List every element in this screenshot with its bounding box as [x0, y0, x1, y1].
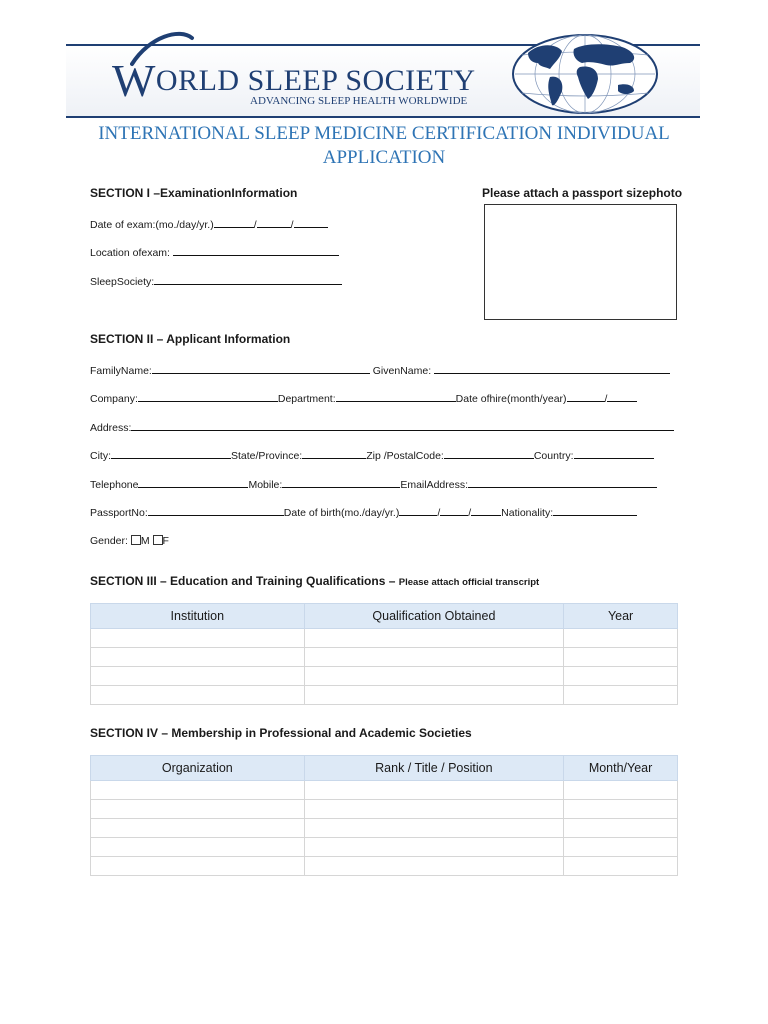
table-row	[91, 819, 678, 838]
education-table	[90, 603, 678, 705]
mobile-label: Mobile:	[248, 479, 283, 491]
table-cell[interactable]	[91, 648, 305, 667]
hire-year-field[interactable]	[607, 392, 637, 402]
column-header: Year	[564, 604, 678, 629]
nationality-label: Nationality:	[501, 507, 554, 519]
address-label: Address:	[90, 422, 132, 434]
exam-year-field[interactable]	[294, 218, 328, 228]
table-row	[91, 857, 678, 876]
city-row	[90, 449, 654, 462]
country-field[interactable]	[574, 449, 654, 459]
column-header: Qualification Obtained	[304, 604, 564, 629]
family-name-field[interactable]	[152, 364, 370, 374]
hire-date-label: Date ofhire(month/year)	[455, 393, 567, 405]
department-label: Department:	[277, 393, 336, 405]
table-cell[interactable]	[91, 819, 305, 838]
table-cell[interactable]	[304, 819, 563, 838]
table-cell[interactable]	[564, 857, 678, 876]
gender-label: Gender:	[90, 535, 128, 547]
exam-date-label: Date of exam:(mo./day/yr.)	[90, 219, 214, 231]
contact-row	[90, 478, 657, 491]
sleep-society-row	[90, 275, 342, 288]
passport-label: PassportNo:	[90, 507, 148, 519]
column-header: Rank / Title / Position	[304, 756, 563, 781]
city-label: City:	[90, 450, 111, 462]
sleep-society-field[interactable]	[154, 275, 342, 285]
dob-month-field[interactable]	[399, 506, 437, 516]
table-cell[interactable]	[304, 629, 564, 648]
exam-location-row	[90, 246, 339, 259]
membership-table	[90, 755, 678, 876]
table-cell[interactable]	[91, 838, 305, 857]
sleep-society-label: SleepSociety:	[90, 276, 155, 288]
transcript-note: Please attach official transcript	[398, 577, 540, 588]
table-cell[interactable]	[564, 781, 678, 800]
dob-year-field[interactable]	[471, 506, 501, 516]
table-cell[interactable]	[304, 686, 564, 705]
telephone-label: Telephone	[90, 479, 139, 491]
table-cell[interactable]	[564, 838, 678, 857]
table-row	[91, 629, 678, 648]
family-name-label: FamilyName:	[90, 365, 152, 377]
table-cell[interactable]	[304, 800, 563, 819]
table-header-row	[91, 756, 678, 781]
country-label: Country:	[533, 450, 574, 462]
table-cell[interactable]	[91, 629, 305, 648]
gender-m-label: M	[140, 535, 150, 547]
table-row	[91, 686, 678, 705]
exam-date-row: Date of exam:(mo./day/yr.) / /	[90, 218, 328, 231]
section-1-heading: SECTION I –ExaminationInformation	[90, 186, 298, 200]
zip-label: Zip /PostalCode:	[366, 450, 444, 462]
exam-location-field[interactable]	[173, 246, 339, 256]
exam-location-label: Location ofexam:	[90, 247, 170, 259]
photo-label: Please attach a passport sizephoto	[482, 186, 683, 200]
department-field[interactable]	[336, 392, 456, 402]
section-4-heading: SECTION IV – Membership in Professional and Academic Societies	[90, 726, 472, 740]
table-cell[interactable]	[304, 857, 563, 876]
brand-name: ORLD SLEEP SOCIETY	[155, 64, 476, 97]
table-header-row	[91, 604, 678, 629]
company-field[interactable]	[138, 392, 278, 402]
photo-box[interactable]	[484, 204, 677, 320]
table-cell[interactable]	[91, 667, 305, 686]
section-2-heading: SECTION II – Applicant Information	[90, 332, 291, 346]
table-cell[interactable]	[91, 857, 305, 876]
company-label: Company:	[90, 393, 138, 405]
gender-f-checkbox[interactable]	[153, 535, 163, 545]
page-title: INTERNATIONAL SLEEP MEDICINE CERTIFICATION INDIVIDUAL APPLICATION	[98, 123, 670, 168]
passport-row: PassportNo: Date of birth(mo./day/yr.) / / Nationality:	[90, 506, 637, 519]
table-cell[interactable]	[564, 667, 678, 686]
nationality-field[interactable]	[553, 506, 637, 516]
zip-field[interactable]	[444, 449, 534, 459]
state-label: State/Province:	[231, 450, 303, 462]
address-row	[90, 421, 674, 434]
table-row	[91, 800, 678, 819]
table-row	[91, 781, 678, 800]
exam-day-field[interactable]	[257, 218, 291, 228]
email-label: EmailAddress:	[400, 479, 469, 491]
table-cell[interactable]	[564, 819, 678, 838]
column-header: Organization	[91, 756, 305, 781]
exam-month-field[interactable]	[214, 218, 254, 228]
table-cell[interactable]	[91, 800, 305, 819]
table-cell[interactable]	[91, 686, 305, 705]
dob-label: Date of birth(mo./day/yr.)	[283, 507, 400, 519]
table-cell[interactable]	[304, 838, 563, 857]
passport-field[interactable]	[148, 506, 284, 516]
name-row	[90, 364, 670, 377]
table-row	[91, 838, 678, 857]
table-cell[interactable]	[304, 781, 563, 800]
gender-row	[90, 535, 169, 547]
given-name-field[interactable]	[434, 364, 670, 374]
address-field[interactable]	[131, 421, 674, 431]
telephone-field[interactable]	[138, 478, 248, 488]
brand-initial: W	[112, 55, 156, 106]
section-3-heading	[90, 574, 539, 588]
table-row	[91, 648, 678, 667]
dob-day-field[interactable]	[440, 506, 468, 516]
column-header: Institution	[91, 604, 305, 629]
section-3-title: SECTION III – Education and Training Qualifications –	[90, 574, 396, 588]
table-cell[interactable]	[304, 667, 564, 686]
gender-m-checkbox[interactable]	[131, 535, 141, 545]
state-field[interactable]	[302, 449, 366, 459]
table-cell[interactable]	[564, 629, 678, 648]
given-name-label: GivenName:	[372, 365, 432, 377]
table-cell[interactable]	[564, 800, 678, 819]
hire-month-field[interactable]	[567, 392, 605, 402]
brand-logo	[112, 48, 476, 106]
column-header: Month/Year	[564, 756, 678, 781]
table-cell[interactable]	[91, 781, 305, 800]
table-cell[interactable]	[304, 648, 564, 667]
globe-icon	[510, 33, 660, 115]
company-row: Company: Department: Date ofhire(month/year) /	[90, 392, 637, 405]
email-field[interactable]	[468, 478, 657, 488]
gender-f-label: F	[162, 535, 169, 547]
table-cell[interactable]	[564, 686, 678, 705]
table-cell[interactable]	[564, 648, 678, 667]
table-row	[91, 667, 678, 686]
header-rule-bottom	[66, 116, 700, 118]
brand-tagline: ADVANCING SLEEP HEALTH WORLDWIDE	[250, 95, 468, 107]
city-field[interactable]	[111, 449, 231, 459]
mobile-field[interactable]	[282, 478, 400, 488]
